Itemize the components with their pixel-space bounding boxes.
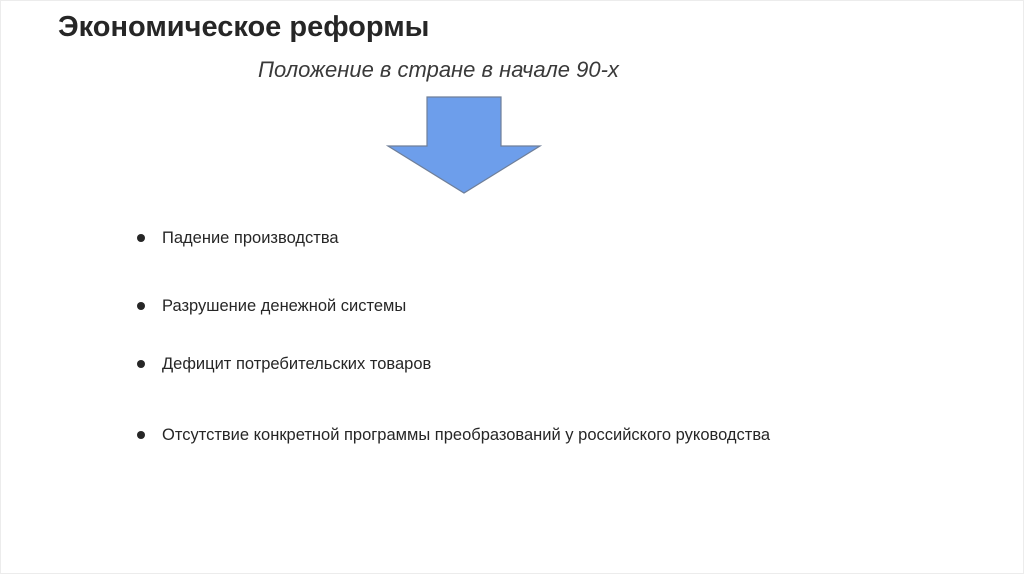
bullet-item — [137, 423, 770, 447]
bullet-text: Падение производства — [162, 228, 339, 247]
bullet-dot-icon — [137, 302, 145, 310]
bullet-item — [137, 294, 406, 318]
bullet-dot-icon — [137, 431, 145, 439]
slide-title: Экономическое реформы — [58, 11, 430, 43]
bullet-text: Разрушение денежной системы — [162, 296, 407, 315]
bullet-text: Отсутствие конкретной программы преобразований у российского руководства — [162, 425, 771, 444]
bullet-dot-icon — [137, 360, 145, 368]
bullet-item — [137, 352, 431, 376]
bullet-text: Дефицит потребительских товаров — [162, 354, 432, 373]
slide-subtitle: Положение в стране в начале 90-х — [258, 57, 619, 82]
bullet-dot-icon — [137, 234, 145, 242]
bullet-item — [137, 226, 339, 250]
